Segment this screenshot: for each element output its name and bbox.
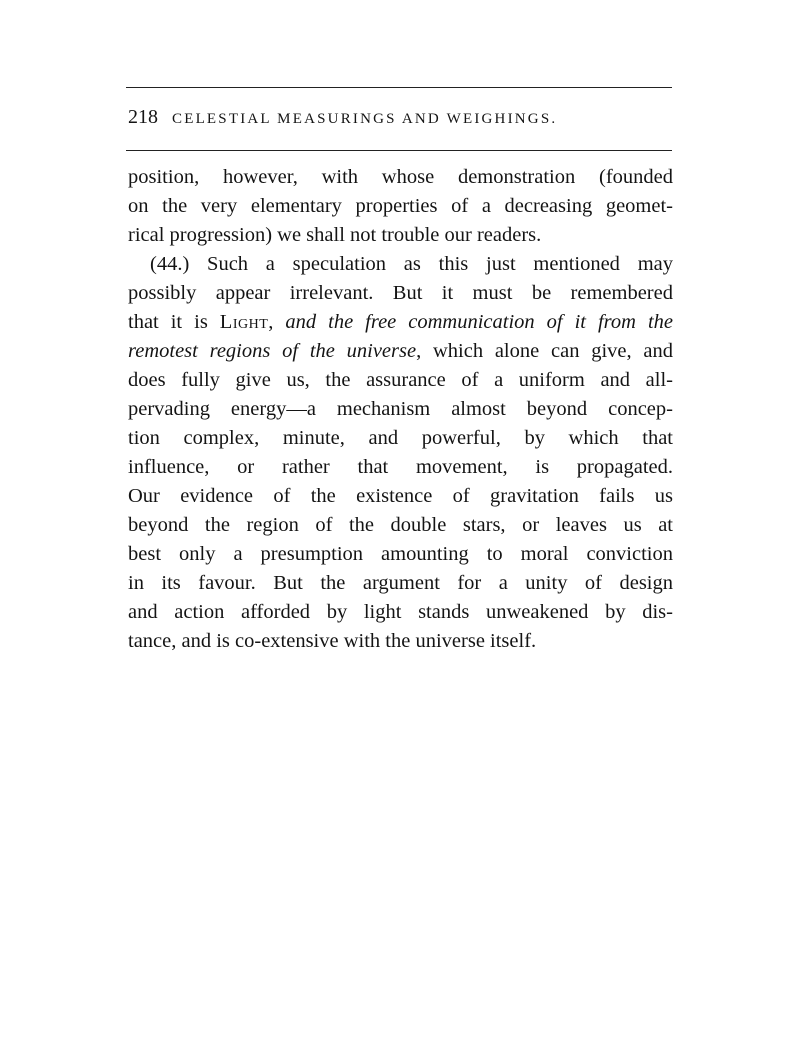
body-text [128,163,673,656]
page-number: 218 [128,106,158,128]
text-line: possibly appear irrelevant. But it must be remembered [128,282,673,304]
small-caps-word: Light [219,311,269,333]
text-line [128,308,673,337]
text-line: rical progression) we shall not trouble our readers. [128,224,542,246]
text-line: and action afforded by light stands unweakened by dis- [128,601,673,623]
text-line: position, however, with whose demonstration (founded [128,166,673,188]
text-line [128,337,673,366]
italic-phrase: remotest regions of the universe [128,340,417,362]
text-run: , [268,311,286,333]
text-line: in its favour. But the argument for a unity of design [128,572,673,594]
text-line: tion complex, minute, and powerful, by which that [128,427,673,449]
paragraph-44 [128,250,673,656]
paragraph-continued [128,163,673,250]
italic-phrase: and the free communication of it from the [285,311,673,333]
text-run: , which alone can give, and [416,340,673,362]
text-line: does fully give us, the assurance of a uniform and all- [128,369,673,391]
text-line: pervading energy—a mechanism almost beyond concep- [128,398,673,420]
text-line: best only a presumption amounting to moral conviction [128,543,673,565]
text-line: Our evidence of the existence of gravitation fails us [128,485,673,507]
running-head: CELESTIAL MEASURINGS AND WEIGHINGS. [172,111,558,127]
page-header [128,106,673,132]
text-line: on the very elementary properties of a decreasing geomet- [128,195,673,217]
text-line: influence, or rather that movement, is propagated. [128,456,673,478]
text-line: tance, and is co-extensive with the universe itself. [128,630,537,652]
text-line: beyond the region of the double stars, or leaves us at [128,514,673,536]
header-top-rule [126,87,672,88]
text-line: (44.) Such a speculation as this just mentioned may [150,253,673,275]
header-bottom-rule [126,150,672,151]
text-run: that it is [128,311,220,333]
